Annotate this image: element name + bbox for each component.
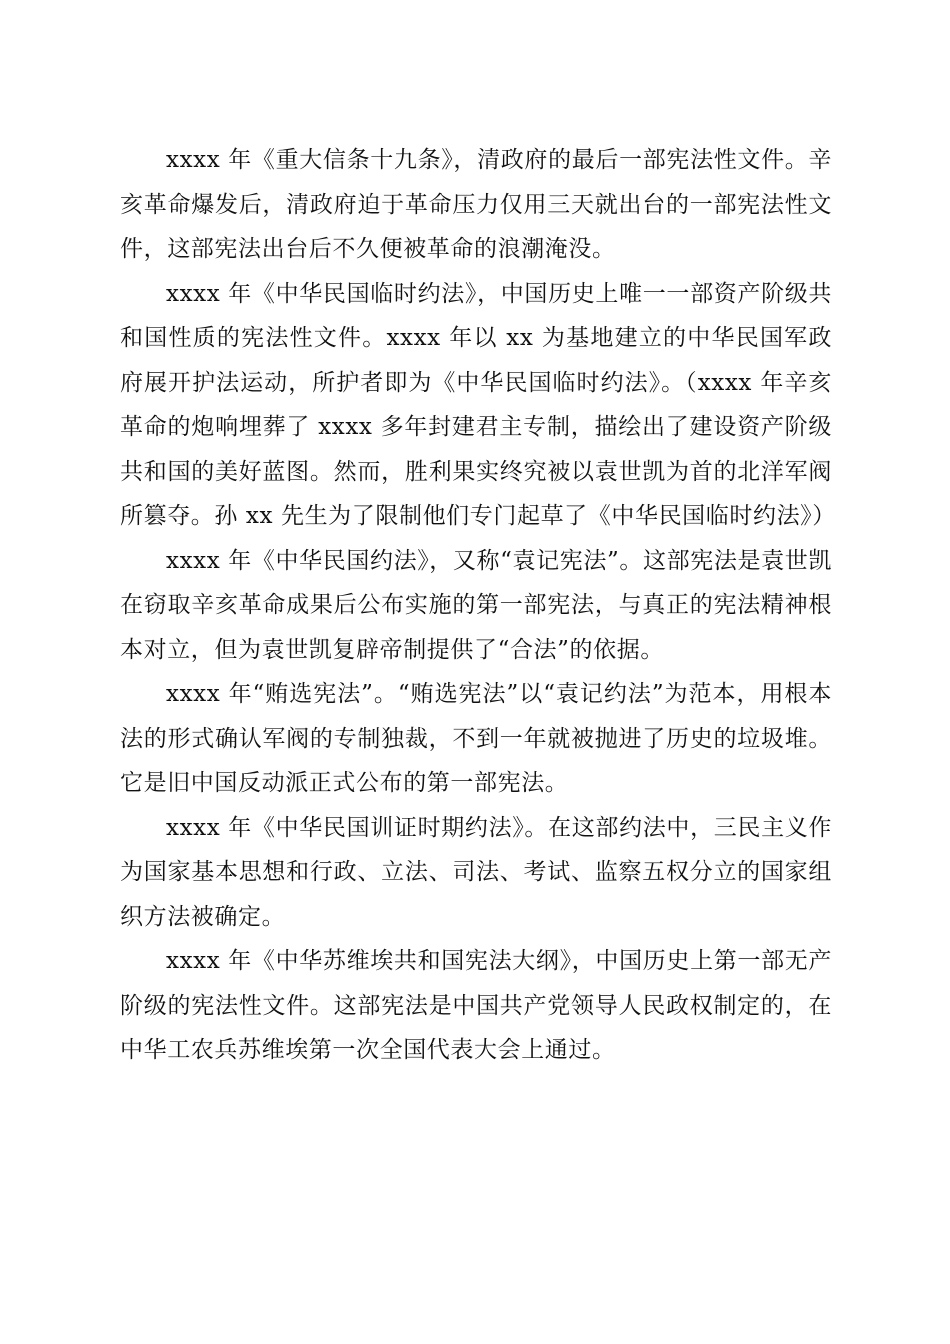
paragraph-4: xxxx 年“贿选宪法”。“贿选宪法”以“袁记约法”为范本，用根本法的形式确认军阀的专制独裁，不到一年就被抛进了历史的垃圾堆。它是旧中国反动派正式公布的第一部宪法。 (120, 681, 832, 796)
paragraph-1: xxxx 年《重大信条十九条》，清政府的最后一部宪法性文件。辛亥革命爆发后，清政府迫于革命压力仅用三天就出台的一部宪法性文件，这部宪法出台后不久便被革命的浪潮淹没。 (120, 147, 832, 262)
paragraph-6: xxxx 年《中华苏维埃共和国宪法大纲》，中国历史上第一部无产阶级的宪法性文件。这部宪法是中国共产党领导人民政权制定的，在中华工农兵苏维埃第一次全国代表大会上通过。 (120, 948, 832, 1063)
paragraph-3: xxxx 年《中华民国约法》，又称“袁记宪法”。这部宪法是袁世凯在窃取辛亥革命成果后公布实施的第一部宪法，与真正的宪法精神根本对立，但为袁世凯复辟帝制提供了“合法”的依据。 (120, 547, 832, 663)
paragraph-2: xxxx 年《中华民国临时约法》，中国历史上唯一一部资产阶级共和国性质的宪法性文件。xxxx 年以 xx 为基地建立的中华民国军政府展开护法运动，所护者即为《中华民国临时约法》。（xxxx 年辛亥革命的炮响埋葬了 xxxx 多年封建君主专制，描绘出了建设资产阶级共和国的美好蓝图。然而，胜利果实终究被以袁世凯为首的北洋军阀所篡夺。孙 xx 先生为了限制他们专门起草了《中华民国临时约法》） (120, 280, 836, 529)
paragraph-5: xxxx 年《中华民国训证时期约法》。在这部约法中，三民主义作为国家基本思想和行政、立法、司法、考试、监察五权分立的国家组织方法被确定。 (120, 814, 832, 930)
document-body (120, 138, 836, 1073)
